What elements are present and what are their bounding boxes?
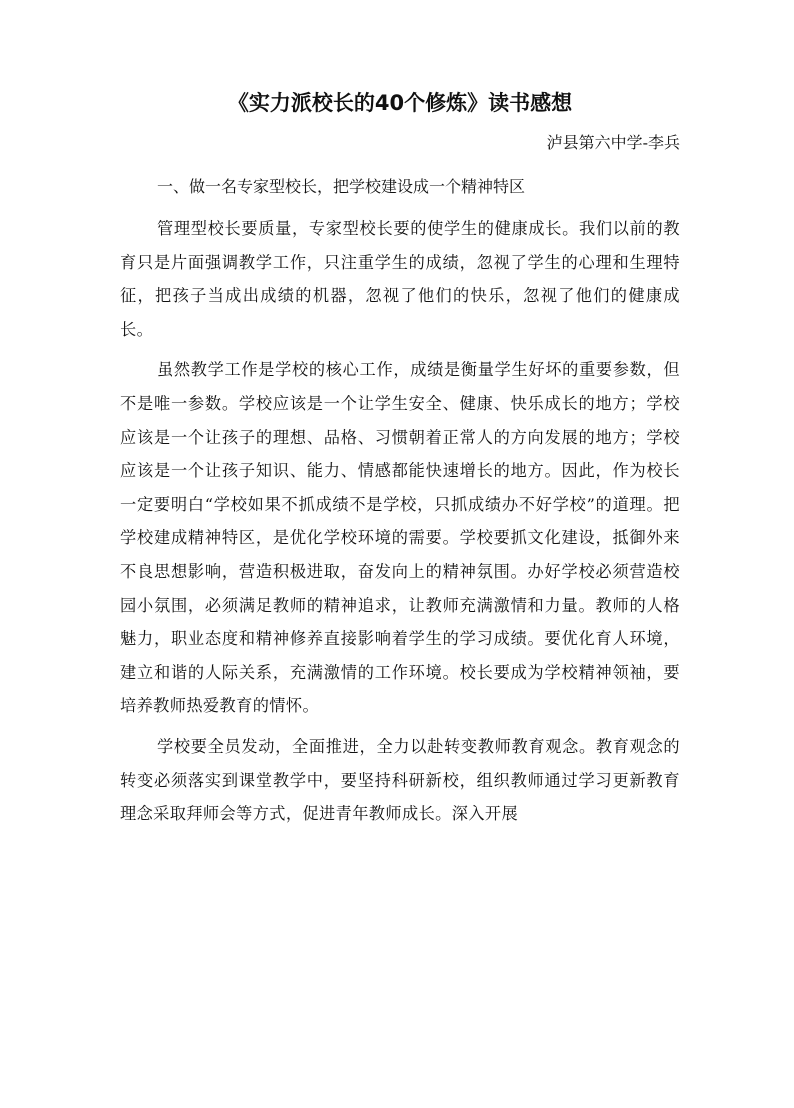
document-body: [120, 212, 680, 838]
paragraph: 管理型校长要质量，专家型校长要的使学生的健康成长。我们以前的教育只是片面强调教学工作，只注重学生的成绩，忽视了学生的心理和生理特征，把孩子当成出成绩的机器，忽视了他们的快乐，忽视了他们的健康成长。: [120, 219, 680, 339]
document-title: 《实力派校长的40个修炼》读书感想: [227, 91, 573, 115]
paragraph: 学校要全员发动，全面推进，全力以赴转变教师教育观念。教育观念的转变必须落实到课堂教学中，要坚持科研新校，组织教师通过学习更新教育理念采取拜师会等方式，促进青年教师成长。深入开展: [120, 736, 680, 824]
section-heading: 一、做一名专家型校长，把学校建设成一个精神特区: [157, 177, 526, 196]
paragraph: 虽然教学工作是学校的核心工作，成绩是衡量学生好坏的重要参数，但不是唯一参数。学校应该是一个让学生安全、健康、快乐成长的地方；学校应该是一个让孩子的理想、品格、习惯朝着正常人的方向发展的地方；学校应该是一个让孩子知识、能力、情感都能快速增长的地方。因此，作为校长一定要明白“学校如果不抓成绩不是学校，只抓成绩办不好学校”的道理。把学校建成精神特区，是优化学校环境的需要。学校要抓文化建设，抵御外来不良思想影响，营造积极进取，奋发向上的精神氛围。办好学校必须营造校园小氛围，必须满足教师的精神追求，让教师充满激情和力量。教师的人格魅力，职业态度和精神修养直接影响着学生的学习成绩。要优化育人环境，建立和谐的人际关系，充满激情的工作环境。校长要成为学校精神领袖，要培养教师热爱教育的情怀。: [120, 360, 680, 716]
author-line: 泸县第六中学-李兵: [546, 133, 680, 152]
